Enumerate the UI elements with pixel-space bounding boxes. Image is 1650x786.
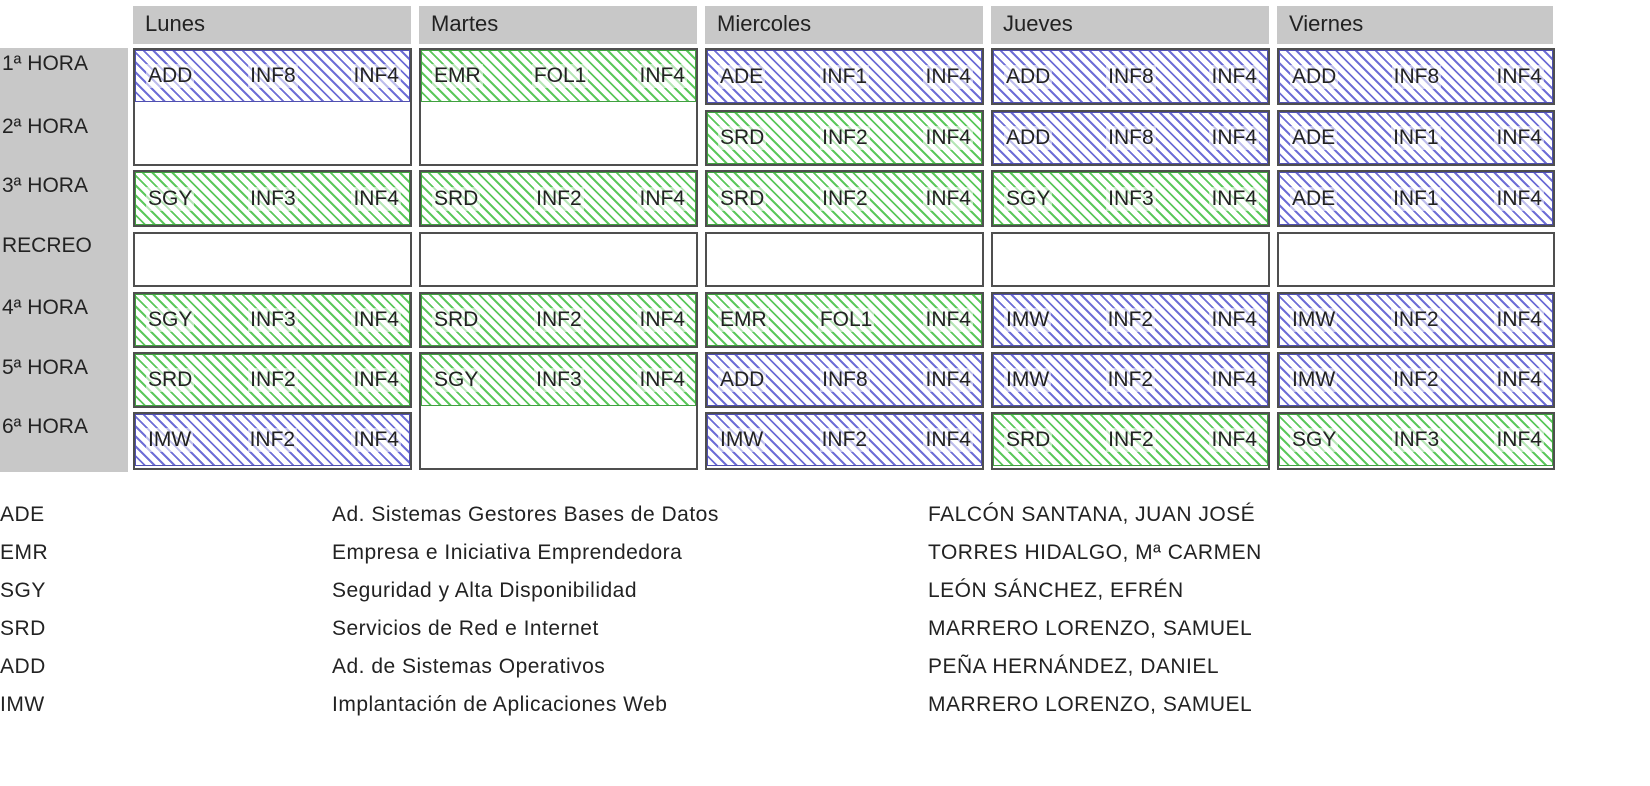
day-header-viernes: Viernes bbox=[1277, 6, 1553, 44]
group-code: INF2 bbox=[822, 126, 868, 149]
course-code: INF4 bbox=[1496, 308, 1542, 331]
cell-jueves-recreo bbox=[991, 232, 1270, 287]
subject-code: ADD bbox=[1292, 64, 1337, 88]
course-code: INF4 bbox=[925, 428, 971, 451]
course-code: INF4 bbox=[353, 186, 399, 210]
legend-subject-name: Empresa e Iniciativa Emprendedora bbox=[332, 541, 683, 564]
lesson-block[interactable] bbox=[993, 414, 1268, 466]
group-code: INF3 bbox=[1108, 186, 1154, 210]
course-code: INF4 bbox=[1211, 308, 1257, 331]
group-code: INF2 bbox=[1393, 308, 1439, 331]
group-code: INF1 bbox=[1393, 126, 1439, 149]
group-code: INF2 bbox=[249, 428, 296, 451]
lesson-block[interactable] bbox=[707, 50, 982, 103]
group-code: INF2 bbox=[821, 428, 868, 451]
course-code: INF4 bbox=[353, 428, 399, 451]
course-code: INF4 bbox=[1211, 186, 1257, 210]
course-code: INF4 bbox=[1496, 64, 1542, 88]
day-header-lunes: Lunes bbox=[133, 6, 411, 44]
course-code: INF4 bbox=[925, 308, 971, 331]
subject-code: IMW bbox=[148, 428, 192, 451]
group-code: INF8 bbox=[1108, 126, 1154, 149]
cell-viernes-recreo bbox=[1277, 232, 1555, 287]
course-code: INF4 bbox=[353, 64, 399, 87]
lesson-block[interactable] bbox=[1279, 112, 1553, 164]
course-code: INF4 bbox=[925, 368, 971, 391]
day-header-martes: Martes bbox=[419, 6, 697, 44]
subject-code: IMW bbox=[720, 428, 764, 451]
subject-code: IMW bbox=[1292, 368, 1336, 391]
lesson-block[interactable] bbox=[707, 294, 982, 346]
hour-label-1: 1ª HORA bbox=[2, 52, 88, 75]
group-code: INF1 bbox=[1393, 186, 1439, 210]
legend-teacher: TORRES HIDALGO, Mª CARMEN bbox=[928, 541, 1262, 564]
lesson-block[interactable] bbox=[1279, 294, 1553, 346]
lesson-block[interactable] bbox=[1279, 414, 1553, 466]
lesson-block[interactable] bbox=[1279, 50, 1553, 103]
group-code: INF3 bbox=[536, 368, 582, 391]
subject-code: IMW bbox=[1006, 308, 1050, 331]
legend-teacher: MARRERO LORENZO, SAMUEL bbox=[928, 617, 1253, 640]
legend-code: EMR bbox=[0, 541, 49, 564]
cell-miercoles-recreo bbox=[705, 232, 984, 287]
subject-code: EMR bbox=[720, 308, 767, 331]
group-code: INF8 bbox=[822, 368, 868, 391]
course-code: INF4 bbox=[1211, 428, 1257, 451]
lesson-block[interactable] bbox=[135, 172, 410, 225]
cell-martes-recreo bbox=[419, 232, 698, 287]
lesson-block[interactable] bbox=[1279, 172, 1553, 225]
group-code: INF2 bbox=[1108, 428, 1154, 451]
hour-label-recreo: RECREO bbox=[2, 234, 92, 257]
lesson-block[interactable] bbox=[421, 172, 696, 225]
course-code: INF4 bbox=[1496, 186, 1542, 210]
subject-code: SGY bbox=[434, 368, 479, 391]
group-code: INF3 bbox=[1393, 428, 1440, 451]
lesson-block[interactable] bbox=[135, 414, 410, 466]
hour-label-2: 2ª HORA bbox=[2, 115, 88, 138]
course-code: INF4 bbox=[925, 126, 971, 149]
hour-label-4: 4ª HORA bbox=[2, 296, 88, 319]
subject-code: SRD bbox=[148, 368, 193, 391]
group-code: INF2 bbox=[1107, 308, 1154, 331]
course-code: INF4 bbox=[1211, 368, 1257, 391]
group-code: INF2 bbox=[822, 186, 868, 210]
course-code: INF4 bbox=[639, 308, 685, 331]
group-code: INF3 bbox=[250, 308, 296, 331]
legend-code: IMW bbox=[0, 693, 45, 716]
lesson-block[interactable] bbox=[993, 172, 1268, 225]
course-code: INF4 bbox=[353, 368, 399, 391]
course-code: INF4 bbox=[1496, 428, 1542, 451]
lesson-block[interactable] bbox=[993, 294, 1268, 346]
subject-code: IMW bbox=[1006, 368, 1050, 391]
lesson-block[interactable] bbox=[1279, 354, 1553, 406]
subject-code: SRD bbox=[720, 126, 765, 149]
legend-subject-name: Ad. de Sistemas Operativos bbox=[332, 655, 606, 678]
group-code: INF8 bbox=[250, 64, 296, 87]
legend-code: ADD bbox=[0, 655, 46, 678]
hour-label-3: 3ª HORA bbox=[2, 174, 88, 197]
subject-code: SGY bbox=[148, 186, 193, 210]
legend-code: ADE bbox=[0, 503, 45, 526]
lesson-block[interactable] bbox=[993, 354, 1268, 406]
subject-code: ADE bbox=[1292, 126, 1336, 149]
lesson-block[interactable] bbox=[707, 354, 982, 406]
lesson-block[interactable] bbox=[707, 172, 982, 225]
group-code: FOL1 bbox=[533, 64, 587, 87]
legend-code: SRD bbox=[0, 617, 46, 640]
group-code: INF3 bbox=[250, 186, 296, 210]
lesson-block[interactable] bbox=[135, 50, 410, 102]
hour-labels-column bbox=[0, 48, 128, 472]
subject-code: EMR bbox=[434, 64, 481, 87]
lesson-block[interactable] bbox=[707, 414, 982, 466]
course-code: INF4 bbox=[1211, 126, 1257, 149]
subject-code: ADD bbox=[1006, 64, 1051, 88]
course-code: INF4 bbox=[1211, 64, 1257, 88]
lesson-block[interactable] bbox=[135, 294, 410, 346]
lesson-block[interactable] bbox=[993, 50, 1268, 103]
subject-code: IMW bbox=[1292, 308, 1336, 331]
course-code: INF4 bbox=[1496, 368, 1542, 391]
subject-code: SRD bbox=[1006, 428, 1051, 451]
group-code: INF2 bbox=[536, 308, 582, 331]
day-header-jueves: Jueves bbox=[991, 6, 1269, 44]
hour-label-6: 6ª HORA bbox=[2, 415, 88, 438]
course-code: INF4 bbox=[925, 64, 971, 88]
subject-code: SGY bbox=[1006, 186, 1051, 210]
legend-subject-name: Ad. Sistemas Gestores Bases de Datos bbox=[332, 503, 719, 526]
lesson-block[interactable] bbox=[421, 50, 696, 102]
lesson-block[interactable] bbox=[135, 354, 410, 406]
lesson-block[interactable] bbox=[421, 354, 696, 406]
group-code: INF8 bbox=[1108, 64, 1154, 88]
lesson-block[interactable] bbox=[421, 294, 696, 346]
group-code: INF2 bbox=[536, 186, 582, 210]
subject-code: SGY bbox=[148, 308, 193, 331]
group-code: INF1 bbox=[821, 64, 868, 88]
legend-teacher: LEÓN SÁNCHEZ, EFRÉN bbox=[928, 579, 1184, 602]
course-code: INF4 bbox=[1496, 126, 1542, 149]
subject-code: ADE bbox=[720, 64, 764, 88]
group-code: FOL1 bbox=[819, 308, 873, 331]
subject-code: ADD bbox=[720, 368, 765, 391]
legend-subject-name: Implantación de Aplicaciones Web bbox=[332, 693, 668, 716]
legend-subject-name: Servicios de Red e Internet bbox=[332, 617, 599, 640]
group-code: INF2 bbox=[1107, 368, 1154, 391]
subject-code: SRD bbox=[434, 308, 479, 331]
subject-code: SRD bbox=[434, 186, 479, 210]
hour-label-5: 5ª HORA bbox=[2, 356, 88, 379]
day-header-miercoles: Miercoles bbox=[705, 6, 983, 44]
lesson-block[interactable] bbox=[993, 112, 1268, 164]
course-code: INF4 bbox=[639, 186, 685, 210]
course-code: INF4 bbox=[353, 308, 399, 331]
legend-code: SGY bbox=[0, 579, 46, 602]
legend-teacher: PEÑA HERNÁNDEZ, DANIEL bbox=[928, 655, 1220, 678]
group-code: INF2 bbox=[1393, 368, 1439, 391]
legend-teacher: FALCÓN SANTANA, JUAN JOSÉ bbox=[928, 503, 1256, 526]
course-code: INF4 bbox=[639, 64, 685, 87]
legend-teacher: MARRERO LORENZO, SAMUEL bbox=[928, 693, 1253, 716]
subject-code: ADE bbox=[1292, 186, 1336, 210]
group-code: INF2 bbox=[250, 368, 296, 391]
subject-code: ADD bbox=[1006, 126, 1051, 149]
lesson-block[interactable] bbox=[707, 112, 982, 164]
legend-subject-name: Seguridad y Alta Disponibilidad bbox=[332, 579, 638, 602]
subject-code: SRD bbox=[720, 186, 765, 210]
group-code: INF8 bbox=[1393, 64, 1440, 88]
cell-lunes-recreo bbox=[133, 232, 412, 287]
course-code: INF4 bbox=[925, 186, 971, 210]
subject-code: SGY bbox=[1292, 428, 1337, 451]
subject-code: ADD bbox=[148, 64, 193, 87]
course-code: INF4 bbox=[639, 368, 685, 391]
